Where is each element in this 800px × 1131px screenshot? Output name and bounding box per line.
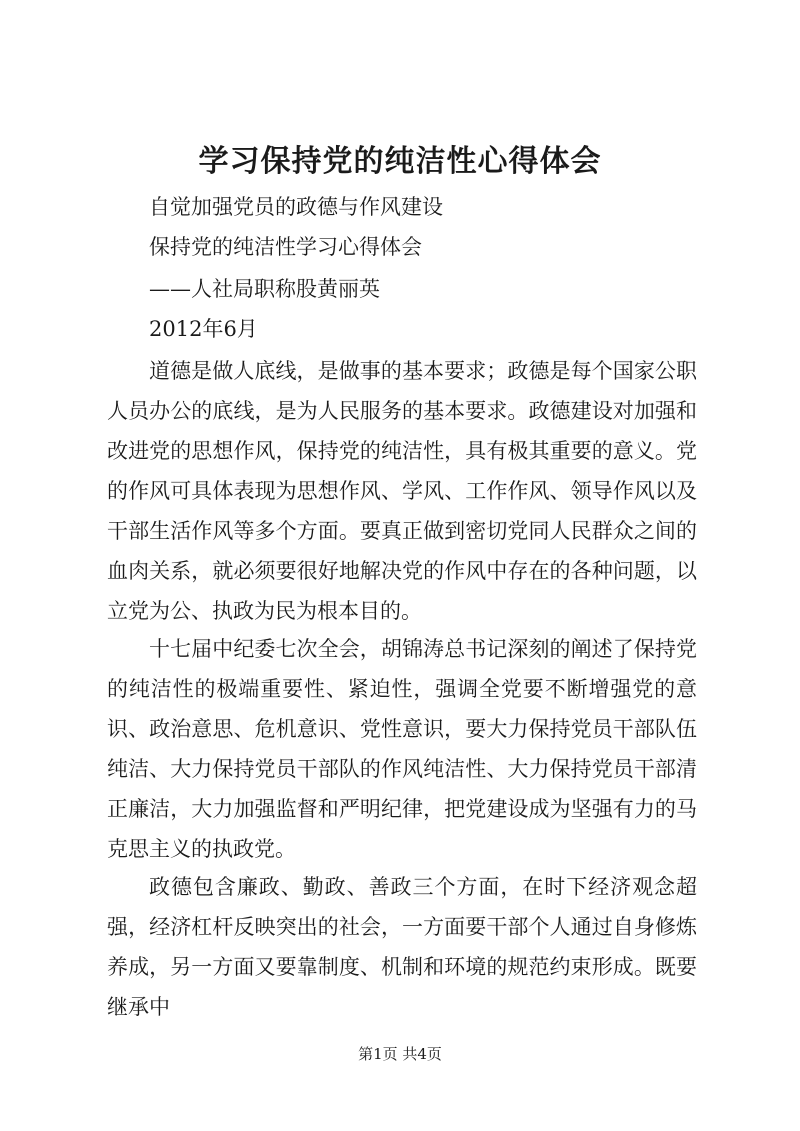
body-paragraph-container [107, 351, 697, 631]
subtitle-line: 自觉加强党员的政德与作风建设 [149, 195, 443, 219]
body-paragraph: 道德是做人底线，是做事的基本要求；政德是每个国家公职人员办公的底线，是为人民服务的基本要求。政德建设对加强和改进党的思想作风，保持党的纯洁性，具有极其重要的意义。党的作风可具体表现为思想作风、学风、工作作风、领导作风以及干部生活作风等多个方面。要真正做到密切党同人民群众之间的血肉关系，就必须要很好地解决党的作风中存在的各种问题，以立党为公、执政为民为根本目的。 [107, 359, 697, 623]
subtitle-line: 保持党的纯洁性学习心得体会 [149, 235, 422, 259]
body-paragraph-container [107, 629, 697, 869]
date-line: 2012年6月 [149, 317, 258, 341]
document-title: 学习保持党的纯洁性心得体会 [198, 144, 602, 179]
body-paragraph-container [107, 867, 697, 1027]
body-paragraph: 十七届中纪委七次全会，胡锦涛总书记深刻的阐述了保持党的纯洁性的极端重要性、紧迫性，强调全党要不断增强党的意识、政治意思、危机意识、党性意识，要大力保持党员干部队伍纯洁、大力保持党员干部队的作风纯洁性、大力保持党员干部清正廉洁，大力加强监督和严明纪律，把党建设成为坚强有力的马克思主义的执政党。 [107, 637, 697, 861]
body-paragraph: 政德包含廉政、勤政、善政三个方面，在时下经济观念超强，经济杠杆反映突出的社会，一方面要干部个人通过自身修炼养成，另一方面又要靠制度、机制和环境的规范约束形成。既要继承中 [107, 875, 697, 1019]
page-footer: 第1页 共4页 [358, 1045, 442, 1063]
author-line: ——人社局职称股黄丽英 [149, 277, 380, 301]
